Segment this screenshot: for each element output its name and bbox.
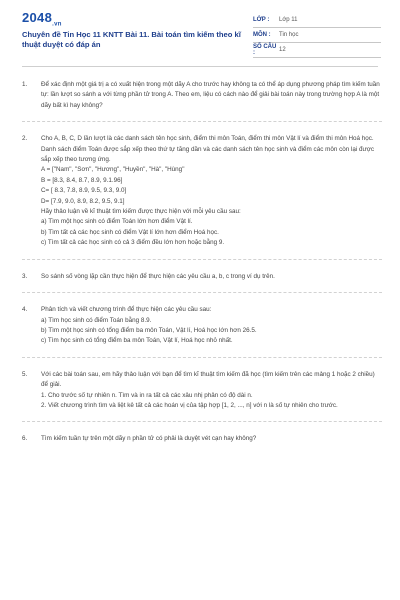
question-list: [22, 80, 382, 445]
question-number: 2.: [22, 135, 28, 143]
header-divider: [22, 66, 378, 67]
question-number: 1.: [22, 81, 28, 88]
meta-row-count: [253, 43, 381, 58]
question-divider: [22, 121, 382, 122]
question-divider: [22, 292, 382, 293]
sub-item: b) Tìm một học sinh có tổng điểm ba môn Toán, Vật lí, Hoá học lớn hơn 26.5.: [41, 326, 257, 334]
question-number: 5.: [22, 370, 28, 378]
sub-item: c) Tìm học sinh có tổng điểm ba môn Toán, Vật lí, Hoá học nhỏ nhất.: [41, 337, 233, 345]
question-intro: Phân tích và viết chương trình để thực hiện các yêu cầu sau:: [41, 306, 212, 314]
site-logo[interactable]: [22, 10, 62, 28]
question-2: [22, 134, 382, 248]
meta-value: Lớp 11: [279, 17, 298, 23]
meta-value: Tin học: [279, 32, 299, 38]
question-number: 4.: [22, 306, 28, 314]
logo-main: 2048: [22, 10, 53, 25]
meta-label: LỚP :: [253, 17, 270, 23]
sub-item: c) Tìm tất cả các học sinh có cả 3 điểm đều lớn hơn hoặc bằng 9.: [41, 239, 225, 247]
question-divider: [22, 421, 382, 422]
meta-info: [253, 13, 381, 58]
question-prompt: Hãy thảo luận về kĩ thuật tìm kiếm được thực hiện với mỗi yêu cầu sau:: [41, 208, 241, 216]
sub-item: a) Tìm học sinh có điểm Toán bằng 8.9.: [41, 316, 152, 324]
question-number: 6.: [22, 435, 28, 443]
list-b: B = [8.3, 8.4, 8.7, 8.9, 9.1.96]: [41, 176, 123, 184]
question-4: [22, 305, 382, 347]
sub-item: 1. Cho trước số tự nhiên n. Tìm và in ra tất cả các xâu nhị phân có độ dài n.: [41, 391, 253, 399]
question-intro: Với các bài toán sau, em hãy thảo luận với bạn để tìm kĩ thuật tìm kiếm đã học (tìm kiếm trên các mảng 1 hoặc 2 chiều) để giải.: [41, 370, 375, 389]
logo-suffix: .vn: [52, 21, 62, 28]
sub-item: b) Tìm tất cả các học sinh có điểm Vật lí lớn hơn điểm Hoá học.: [41, 228, 219, 236]
list-a: A = ["Nam", "Sơn", "Hương", "Huyền", "Hà", "Hùng": [41, 166, 185, 174]
meta-label: MÔN :: [253, 32, 271, 38]
list-c: C= [ 8.3, 7.8, 8.9, 9.5, 9.3, 9.0]: [41, 187, 127, 195]
question-5: [22, 370, 382, 412]
question-1: [22, 80, 382, 111]
sub-item: 2. Viết chương trình tìm và liệt kê tất cả các hoán vị của tập hợp [1, 2, ..., n] với n là số tự nhiên cho trước.: [41, 401, 338, 409]
meta-value: 12: [279, 47, 286, 53]
question-divider: [22, 259, 382, 260]
sub-item: a) Tìm một học sinh có điểm Toán lớn hơn điểm Vật lí.: [41, 218, 193, 226]
list-d: D= [7.9, 9.0, 8.9, 8.2, 9.5, 9.1]: [41, 197, 125, 205]
question-text: Tìm kiếm tuần tự trên một dãy n phần tử có phải là duyệt vét cạn hay không?: [41, 435, 257, 443]
question-3: [22, 272, 382, 282]
question-6: [22, 434, 382, 444]
question-text: Để xác định một giá trị a có xuất hiện trong một dãy A cho trước hay không ta có thể áp dụng phương pháp tìm kiếm tuần tự: lần lượt so sánh a với từng phần tử trong A. Theo em, liệu có cách nào để giải bài toán này trong trường hợp A là một dãy bất kì hay không?: [41, 81, 380, 109]
question-text: So sánh số vòng lặp cần thực hiện để thực hiện các yêu cầu a, b, c trong ví dụ trên.: [41, 272, 275, 280]
question-divider: [22, 357, 382, 358]
page-header: [0, 0, 400, 62]
meta-row-subject: [253, 28, 381, 43]
question-intro: Cho A, B, C, D lần lượt là các danh sách tên học sinh, điểm thi môn Toán, điểm thi môn Vật lí và điểm thi môn Hoá học. Danh sách điểm Toán được sắp xếp theo thứ tự tăng dần và các danh sách tên học sinh và điểm các môn còn lại được sắp xếp theo tương ứng.: [41, 135, 375, 164]
document-title: Chuyên đề Tin Học 11 KNTT Bài 11. Bài toán tìm kiếm theo kĩ thuật duyệt có đáp án: [22, 30, 241, 49]
meta-label: SỐ CÂU :: [253, 44, 277, 56]
meta-row-class: [253, 13, 381, 28]
question-number: 3.: [22, 272, 28, 280]
